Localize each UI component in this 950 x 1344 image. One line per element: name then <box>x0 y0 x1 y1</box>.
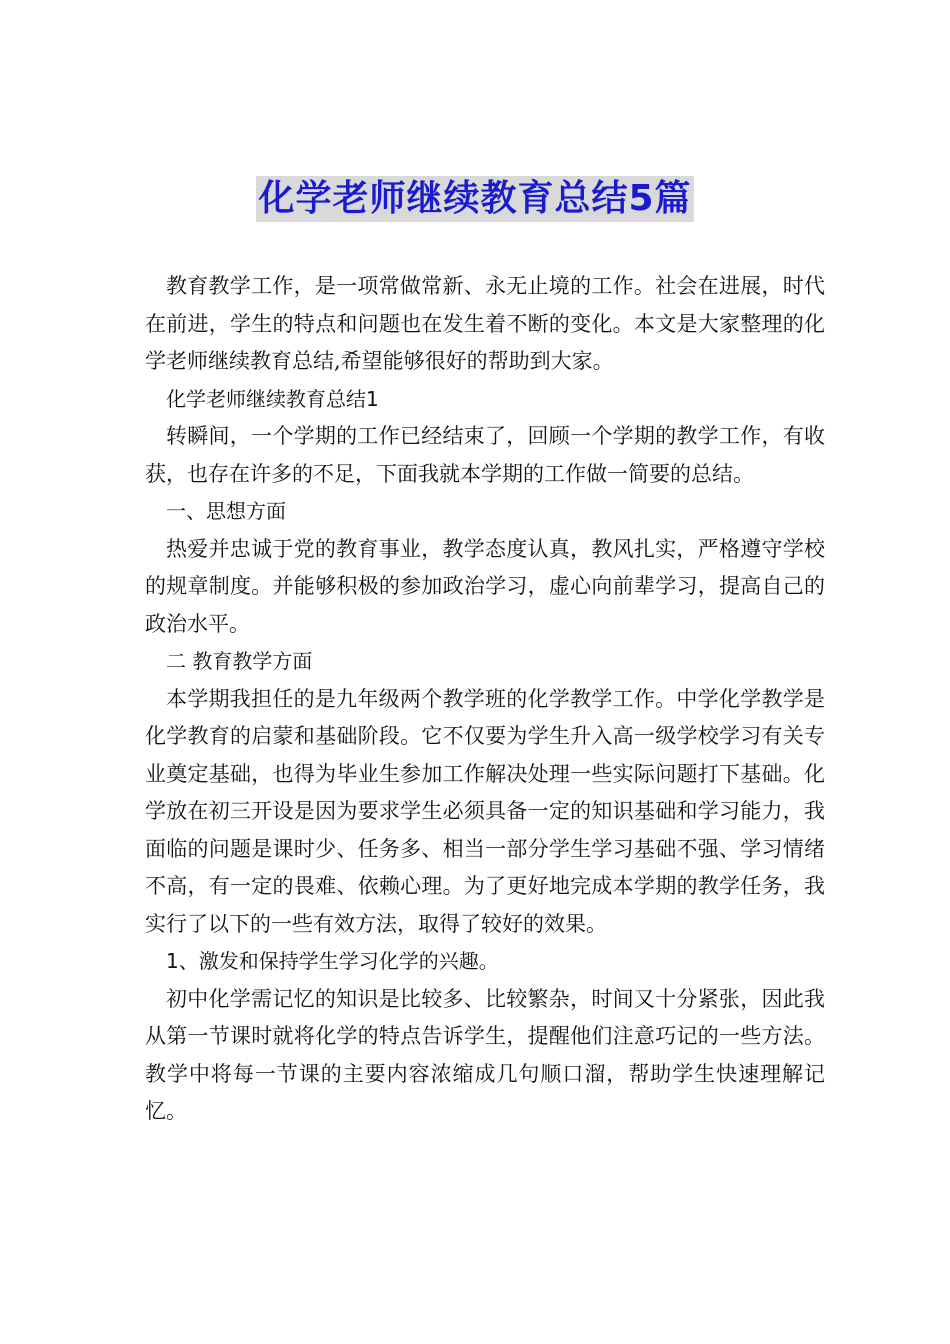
paragraph: 初中化学需记忆的知识是比较多、比较繁杂，时间又十分紧张，因此我从第一节课时就将化学的特点告诉学生，提醒他们注意巧记的一些方法。教学中将每一节课的主要内容浓缩成几句顺口溜，帮助学生快速理解记忆。 <box>145 986 825 1123</box>
section-heading: 一、思想方面 <box>166 499 286 523</box>
paragraph: 转瞬间，一个学期的工作已经结束了，回顾一个学期的教学工作，有收获，也存在许多的不足，下面我就本学期的工作做一简要的总结。 <box>145 424 825 486</box>
document-title: 化学老师继续教育总结5篇 <box>256 176 693 222</box>
paragraph: 本学期我担任的是九年级两个教学班的化学教学工作。中学化学教学是化学教育的启蒙和基础阶段。它不仅要为学生升入高一级学校学习有关专业奠定基础，也得为毕业生参加工作解决处理一些实际问题打下基础。化学放在初三开设是因为要求学生必须具备一定的知识基础和学习能力，我面临的问题是课时少、任务多、相当一部分学生学习基础不强、学习情绪不高，有一定的畏难、依赖心理。为了更好地完成本学期的教学任务，我实行了以下的一些有效方法，取得了较好的效果。 <box>145 686 825 936</box>
paragraph: 热爱并忠诚于党的教育事业，教学态度认真，教风扎实，严格遵守学校的规章制度。并能够积极的参加政治学习，虚心向前辈学习，提高自己的政治水平。 <box>145 536 825 636</box>
paragraph: 教育教学工作，是一项常做常新、永无止境的工作。社会在进展，时代在前进，学生的特点和问题也在发生着不断的变化。本文是大家整理的化学老师继续教育总结,希望能够很好的帮助到大家。 <box>145 274 825 373</box>
section-heading: 化学老师继续教育总结1 <box>166 386 379 411</box>
document-body <box>145 268 825 1131</box>
section-heading: 二 教育教学方面 <box>166 649 313 673</box>
section-heading: 1、激发和保持学生学习化学的兴趣。 <box>166 949 499 973</box>
title-container <box>0 176 950 222</box>
